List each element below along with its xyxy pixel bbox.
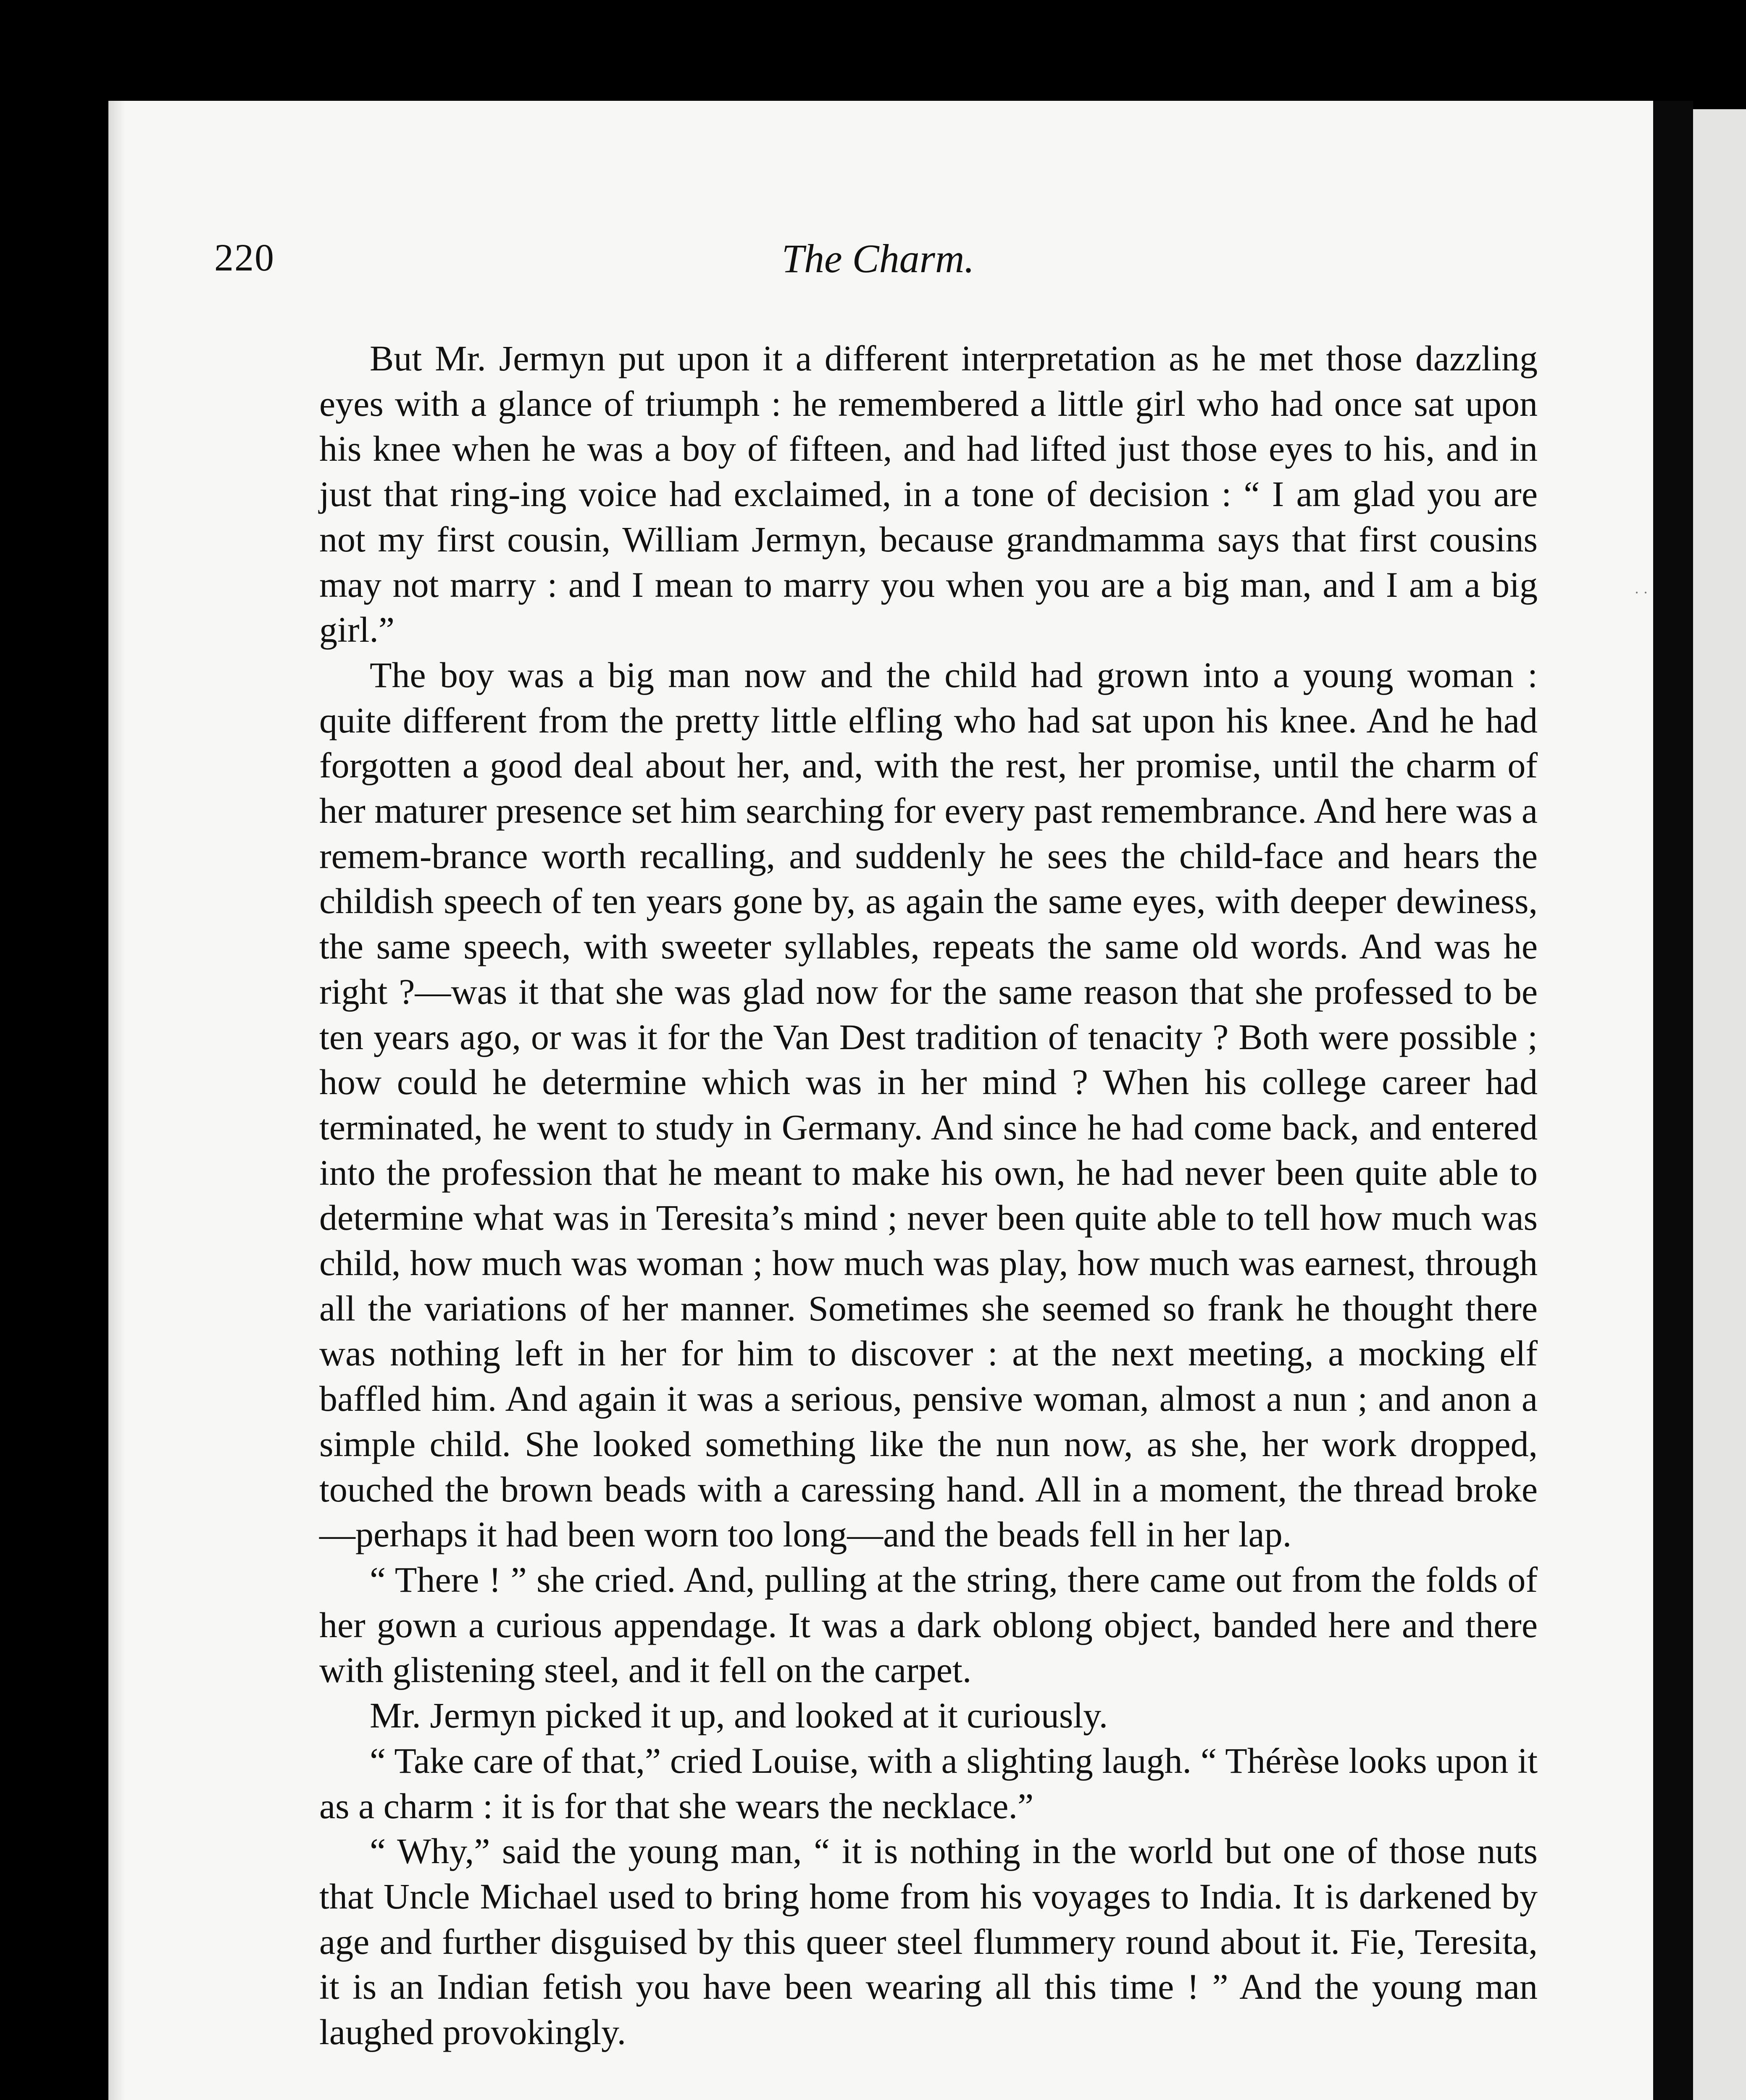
paragraph: “ Why,” said the young man, “ it is nothing in the world but one of those nuts that Uncle Michael used to bring home from his voyages to India. It is darkened by age and further disguised by this queer steel flummery round about it. Fie, Teresita, it is an Indian fetish you have been wearing all this time ! ” And the young man laughed provokingly. — [319, 1831, 1538, 2053]
scan-specks: · · — [1634, 584, 1648, 601]
page-edge-shadow — [108, 101, 125, 2100]
paragraph: But Mr. Jermyn put upon it a different interpretation as he met those dazzling eyes with a glance of triumph : he remembered a little girl who had once sat upon his knee when he was a boy of fifteen, and had lifted just those eyes to his, and in just that ring-ing voice had exclaimed, in a tone of decision : “ I am glad you are not my first cousin, William Jermyn, because grandmamma says that first cousins may not marry : and I mean to marry you when you are a big man, and I am a big girl.” — [319, 338, 1538, 650]
paragraph: Mr. Jermyn picked it up, and looked at it curiously. — [370, 1695, 1108, 1736]
paragraph: The boy was a big man now and the child had grown into a young woman : quite different from the pretty little elfling who had sat upon his knee. And he had forgotten a good deal about her, and, with the rest, her promise, until the charm of her maturer presence set him searching for every past remembrance. And here was a remem-brance worth recalling, and suddenly he sees the child-face and hears the childish speech of ten years gone by, as again the same eyes, with deeper dewiness, the same speech, with sweeter syllables, repeats the same old words. And was he right ?—was it that she was glad now for the same reason that she professed to be ten years ago, or was it for the Van Dest tradition of tenacity ? Both were possible ; how could he determine which was in her mind ? When his college career had terminated, he went to study in Germany. And since he had come back, and entered into the profession that he meant to make his own, he had never been quite able to determine what was in Teresita’s mind ; never been quite able to tell how much was child, how much was woman ; how much was play, how much was earnest, through all the variations of her manner. Sometimes she seemed so frank he thought there was nothing left in her for him to discover : at the next meeting, a mocking elf baffled him. And again it was a serious, pensive woman, almost a nun ; and anon a simple child. She looked something like the nun now, as she, her work dropped, touched the brown beads with a caressing hand. All in a moment, the thread broke—perhaps it had been worn too long—and the beads fell in her lap. — [319, 654, 1538, 1555]
page-gutter — [1653, 101, 1693, 2100]
adjacent-page-edge — [1693, 109, 1746, 2100]
paragraph: “ There ! ” she cried. And, pulling at the string, there came out from the folds of her gown a curious appendage. It was a dark oblong object, banded here and there with glistening steel, and it fell on the carpet. — [319, 1559, 1538, 1690]
body-text — [319, 336, 1538, 2055]
running-title: The Charm. — [781, 236, 975, 281]
paragraph: “ Take care of that,” cried Louise, with a slighting laugh. “ Thérèse looks upon it as a charm : it is for that she wears the necklace.” — [319, 1740, 1538, 1826]
page-number: 220 — [214, 236, 275, 279]
page-header — [214, 235, 1542, 294]
